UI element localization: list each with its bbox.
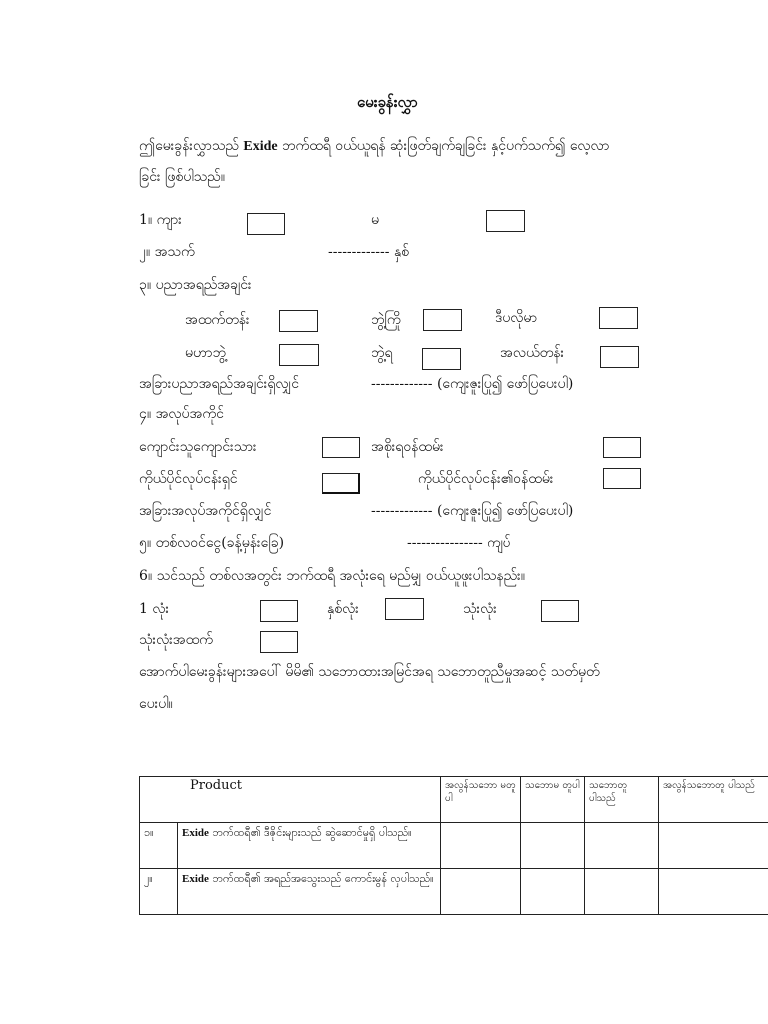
q4-student-checkbox[interactable] [322,437,360,458]
table-row [140,869,768,915]
q4-other-blank[interactable]: ------------- (ကျေးဇူးပြု၍ ဖော်ပြပေးပါ) [371,503,574,519]
q4-option-business-owner: ကိုယ်ပိုင်လုပ်ငန်းရှင် [139,471,238,487]
q6-option-more-than-three: သုံးလုံးအထက် [139,632,213,648]
q6-more-than-three-checkbox[interactable] [260,631,298,653]
q6-option-three: သုံးလုံး [463,601,497,617]
page-title: မေးခွန်းလွှာ [357,93,418,111]
q1-male-label: 1။ ကျား [139,212,182,228]
rating-cell-agree[interactable] [585,869,659,915]
row-statement: Exide ဘက်ထရီ၏ ဒီဇိုင်းများသည် ဆွဲဆောင်မှုရှိ ပါသည်။ [178,823,441,869]
q3-other-blank[interactable]: ------------- (ကျေးဇူးပြု၍ ဖော်ပြပေးပါ) [371,376,574,392]
q4-option-student: ကျောင်းသူကျောင်းသား [139,439,257,455]
rating-cell-strongly-disagree[interactable] [441,869,521,915]
q3-option-undergrad: ဘွဲ့ကြို [371,312,401,328]
q3-option-graduate: ဘွဲ့ရ [371,345,393,361]
q1-female-label: မ [371,212,379,228]
q3-option-high-school: အထက်တန်း [185,312,250,328]
q6-question: 6။ သင်သည် တစ်လအတွင်း ဘက်ထရီ အလုံးရေ မည်မျှ ဝယ်ယူဖူးပါသနည်း။ [139,568,525,584]
header-strongly-disagree: အလွန်သဘော မတူပါ [441,777,521,823]
row-statement: Exide ဘက်ထရီ၏ အရည်အသွေးသည် ကောင်းမွန် လှပါသည်။ [178,869,441,915]
q6-two-checkbox[interactable] [385,598,424,620]
q3-option-masters: မဟာဘွဲ့ [185,345,226,361]
q6-three-checkbox[interactable] [541,600,579,622]
rating-cell-strongly-agree[interactable] [659,869,768,915]
intro-line-2: ခြင်း ဖြစ်ပါသည်။ [139,169,225,185]
q4-option-business-staff: ကိုယ်ပိုင်လုပ်ငန်း၏ဝန်ထမ်း [418,471,554,487]
row-number: ၁။ [140,823,178,869]
header-agree: သဘောတူ ပါသည် [585,777,659,823]
q3-masters-checkbox[interactable] [279,344,319,366]
q3-option-middle-school: အလယ်တန်း [500,345,564,361]
q1-female-checkbox[interactable] [486,210,525,232]
brand-name: Exide [243,139,278,154]
instruction-line-2: ပေးပါ။ [139,696,173,712]
rating-cell-disagree[interactable] [521,869,585,915]
q3-middle-school-checkbox[interactable] [600,346,639,368]
q4-government-checkbox[interactable] [603,437,641,458]
intro-line-1: ဤမေးခွန်းလွှာသည် Exide ဘက်ထရီ ဝယ်ယူရန် ဆုံးဖြတ်ချက်ချခြင်း နှင့်ပက်သက်၍ လေ့လာ [139,138,610,154]
q6-one-checkbox[interactable] [260,600,298,622]
q3-option-diploma: ဒီပလိုမာ [495,310,538,326]
instruction-line-1: အောက်ပါမေးခွန်းများအပေါ် မိမိ၏ သဘောထားအမြင်အရ သဘောတူညီမှုအဆင့် သတ်မှတ် [139,664,600,680]
rating-cell-strongly-agree[interactable] [659,823,768,869]
rating-cell-disagree[interactable] [521,823,585,869]
q5-income-label: ၅။ တစ်လဝင်ငွေ(ခန့်မှန်းခြေ) [139,535,285,551]
q3-education-label: ၃။ ပညာအရည်အချင်း [139,277,252,293]
rating-cell-agree[interactable] [585,823,659,869]
q2-age-label: ၂။ အသက် [139,244,195,260]
row-number: ၂။ [140,869,178,915]
q4-business-owner-checkbox[interactable] [322,473,360,494]
q1-male-checkbox[interactable] [247,213,285,235]
q6-option-two: နှစ်လုံး [327,601,359,617]
table-row [140,823,768,869]
q2-age-blank[interactable]: ------------- နှစ် [328,244,410,260]
q3-other-label: အခြားပညာအရည်အချင်းရှိလျှင် [139,376,300,392]
rating-cell-strongly-disagree[interactable] [441,823,521,869]
header-strongly-agree: အလွန်သဘောတူ ပါသည် [659,777,768,823]
q6-option-one: 1 လုံး [139,601,170,617]
q3-graduate-checkbox[interactable] [422,348,461,370]
q4-other-label: အခြားအလုပ်အကိုင်ရှိလျှင် [139,503,272,519]
q4-option-government: အစိုးရဝန်ထမ်း [371,439,444,455]
table-header-row [140,777,768,823]
rating-table [139,776,768,915]
q3-undergrad-checkbox[interactable] [423,309,462,331]
q5-income-blank[interactable]: ---------------- ကျပ် [407,535,511,551]
q4-occupation-label: ၄။ အလုပ်အကိုင် [139,406,224,422]
q4-business-staff-checkbox[interactable] [603,468,641,489]
header-product: Product [140,777,441,823]
q3-diploma-checkbox[interactable] [599,307,638,329]
q3-high-school-checkbox[interactable] [279,310,318,332]
header-disagree: သဘောမ တူပါ [521,777,585,823]
